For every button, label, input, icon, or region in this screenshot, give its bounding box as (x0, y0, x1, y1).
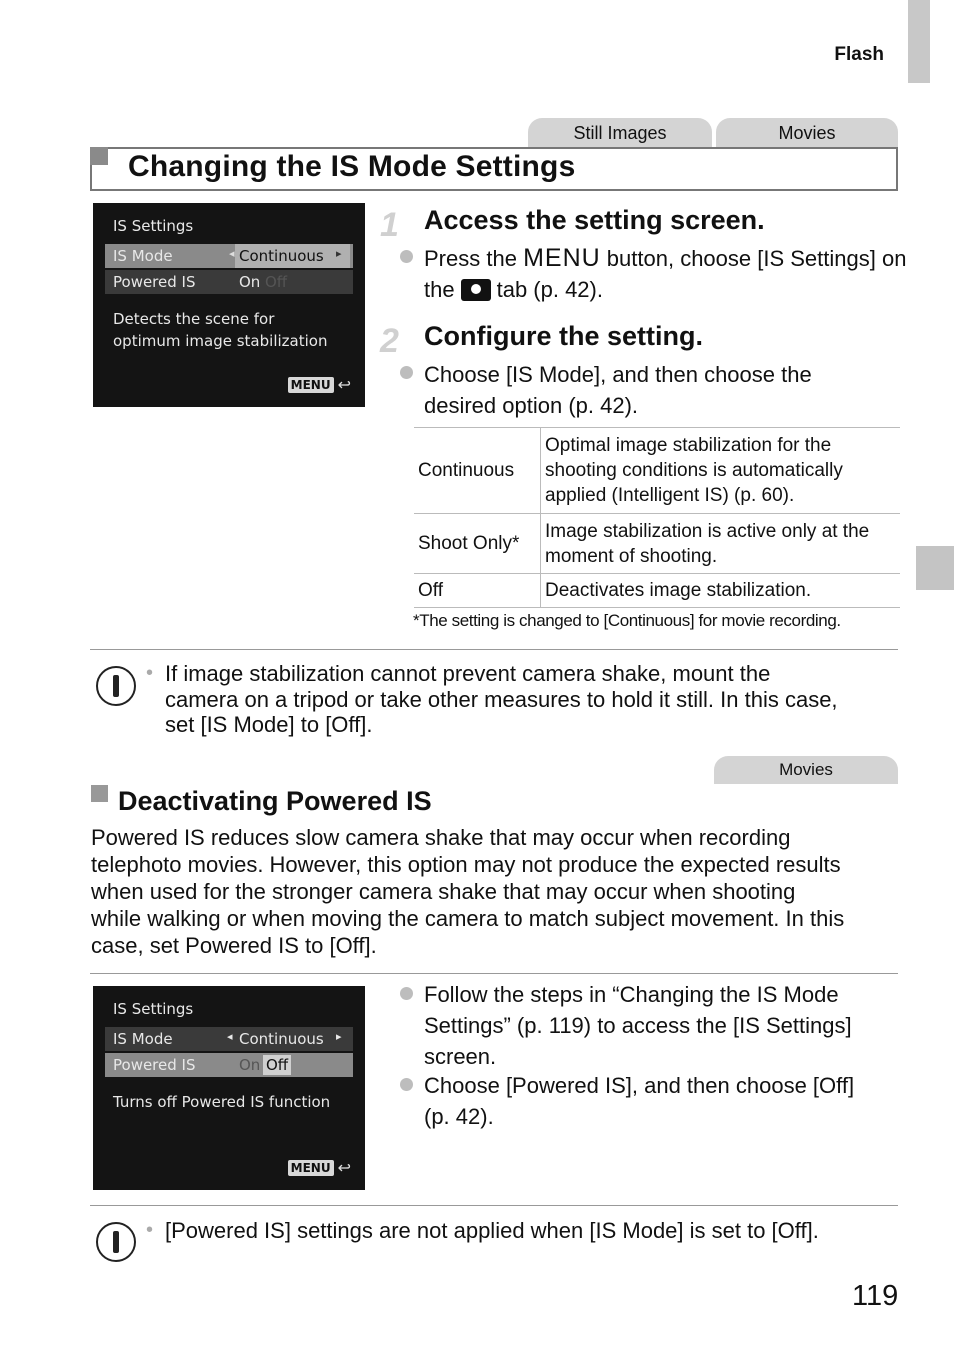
right-arrow-icon: ▸ (336, 247, 342, 260)
step-title: Access the setting screen. (424, 205, 765, 235)
subheading: Deactivating Powered IS (118, 786, 432, 816)
step-text: Choose [Powered IS], and then choose [Off] (p. 42). (424, 1073, 855, 1129)
caution-text: [Powered IS] settings are not applied when [IS Mode] is set to [Off]. (165, 1218, 819, 1243)
table-footnote: *The setting is changed to [Continuous] for movie recording. (413, 611, 841, 630)
row-value-dim: Off (265, 273, 288, 291)
screen-desc: optimum image stabilization (113, 332, 328, 350)
options-table (414, 427, 900, 608)
camera-screen-is-settings (93, 203, 365, 407)
table-row (414, 428, 900, 514)
left-arrow-icon: ◂ (227, 1030, 233, 1043)
bullet (400, 1078, 413, 1091)
left-arrow-icon: ◂ (229, 247, 235, 260)
menu-back (288, 375, 351, 395)
screen-title: IS Settings (113, 1000, 194, 1018)
tab-still-images: Still Images (528, 118, 712, 148)
option-key: Continuous (414, 428, 541, 514)
table-row (414, 574, 900, 608)
step-number: 1 (380, 206, 399, 244)
back-arrow-icon: ↩ (337, 377, 351, 394)
intro-paragraph: Powered IS reduces slow camera shake that may occur when recording telephoto movies. However, this option may not produce the expected results when used for the stronger camera shake that may occur when shooting while walking or when moving the camera to match subject movement. In this case, set Powered IS to [Off]. (91, 825, 845, 958)
bullet-dot: • (146, 662, 154, 684)
screen-desc: Turns off Powered IS function (113, 1093, 331, 1111)
bullet (400, 987, 413, 1000)
menu-button-glyph: MENU (523, 244, 601, 272)
bullet-dot: • (146, 1219, 154, 1241)
caution-icon (96, 666, 136, 706)
row-value: Continuous (239, 1030, 324, 1048)
right-arrow-icon: ▸ (336, 1030, 342, 1043)
step-number: 2 (380, 322, 399, 360)
section-label: Flash (834, 44, 884, 65)
row-value: Continuous (239, 247, 324, 265)
camera-tab-icon (461, 279, 491, 301)
divider (90, 973, 898, 974)
option-desc: Deactivates image stabilization. (541, 574, 901, 608)
subheading-marker (91, 785, 108, 802)
bullet (400, 250, 413, 263)
step-text: the tab (p. 42). (424, 277, 603, 302)
row-value-dim: On (239, 1056, 261, 1074)
divider (90, 649, 898, 650)
caution-text: If image stabilization cannot prevent camera shake, mount the camera on a tripod or take other measures to hold it still. In this case, set [IS Mode] to [Off]. (165, 661, 838, 737)
page-number: 119 (852, 1280, 899, 1312)
screen-desc: Detects the scene for (113, 310, 275, 328)
option-desc: Image stabilization is active only at the moment of shooting. (541, 514, 901, 574)
step-text: Choose [IS Mode], and then choose the (424, 362, 812, 387)
menu-label: MENU (288, 1160, 334, 1176)
tab-movies: Movies (716, 118, 898, 148)
option-key: Off (414, 574, 541, 608)
step-title: Configure the setting. (424, 321, 703, 351)
row-label: IS Mode (113, 1030, 173, 1048)
page-title: Changing the IS Mode Settings (128, 150, 576, 183)
back-arrow-icon: ↩ (337, 1160, 351, 1177)
caution-icon (96, 1222, 136, 1262)
camera-screen-powered-is (93, 986, 365, 1190)
row-value: Off (266, 1056, 289, 1074)
option-key: Shoot Only* (414, 514, 541, 574)
row-label: Powered IS (113, 1056, 196, 1074)
step-text: desired option (p. 42). (424, 393, 639, 418)
option-desc: Optimal image stabilization for the shooting conditions is automatically applied (Intelligent IS) (p. 60). (541, 428, 901, 514)
step-text: Press the MENU button, choose [IS Settings] on (424, 244, 907, 272)
step-text: Follow the steps in “Changing the IS Mode Settings” (p. 119) to access the [IS Settings] screen. (424, 982, 852, 1069)
table-row (414, 514, 900, 574)
menu-back (288, 1158, 351, 1178)
divider (90, 1205, 898, 1206)
side-tab (916, 546, 954, 590)
row-value: On (239, 273, 261, 291)
row-label: Powered IS (113, 273, 196, 291)
menu-label: MENU (288, 377, 334, 393)
row-label: IS Mode (113, 247, 173, 265)
bullet (400, 366, 413, 379)
side-bar (908, 0, 930, 83)
screen-title: IS Settings (113, 217, 194, 235)
tab-movies: Movies (714, 756, 898, 784)
